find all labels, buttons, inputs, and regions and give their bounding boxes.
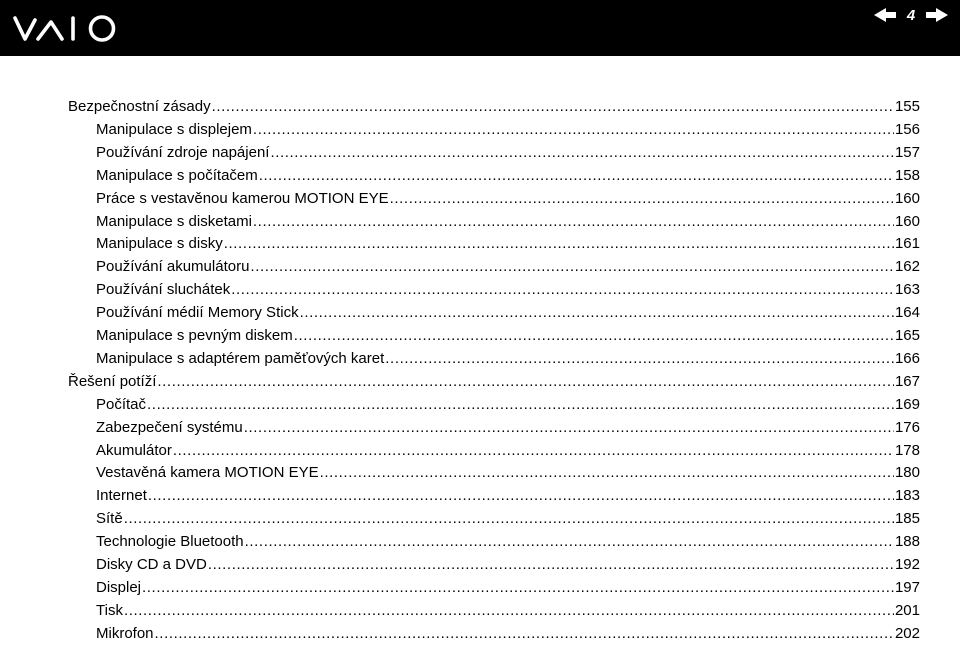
dot-leader xyxy=(157,371,894,393)
toc-entry-page: 197 xyxy=(894,578,920,596)
toc-entry[interactable] xyxy=(96,531,920,553)
dot-leader xyxy=(390,188,894,210)
toc-entry[interactable] xyxy=(96,440,920,462)
toc-entry-page: 160 xyxy=(894,212,920,230)
dot-leader xyxy=(147,394,894,416)
toc-entry[interactable] xyxy=(96,211,920,233)
toc-entry[interactable] xyxy=(96,508,920,530)
dot-leader xyxy=(294,325,894,347)
dot-leader xyxy=(250,256,894,278)
toc-entry[interactable] xyxy=(96,233,920,255)
toc-entry-title: Displej xyxy=(96,578,142,596)
dot-leader xyxy=(244,417,894,439)
toc-entry-title: Počítač xyxy=(96,395,147,413)
dot-leader xyxy=(124,600,894,622)
toc-entry-title: Technologie Bluetooth xyxy=(96,533,244,551)
toc-entry-page: 183 xyxy=(894,487,920,505)
toc-entry[interactable] xyxy=(96,188,920,210)
toc-entry[interactable] xyxy=(96,554,920,576)
toc-entry[interactable] xyxy=(96,348,920,370)
toc-entry[interactable] xyxy=(96,165,920,187)
toc-entry[interactable] xyxy=(96,119,920,141)
toc-entry[interactable] xyxy=(96,417,920,439)
dot-leader xyxy=(224,233,894,255)
dot-leader xyxy=(148,485,894,507)
toc-entry-title: Manipulace s displejem xyxy=(96,120,252,138)
toc-entry-title: Zabezpečení systému xyxy=(96,418,243,436)
toc-entry-page: 164 xyxy=(894,304,920,322)
toc-entry[interactable] xyxy=(68,371,920,393)
toc-entry-page: 169 xyxy=(894,395,920,413)
dot-leader xyxy=(300,302,894,324)
dot-leader xyxy=(259,165,894,187)
toc-entry-page: 163 xyxy=(894,281,920,299)
toc-entry-title: Používání akumulátoru xyxy=(96,258,250,276)
toc-entry[interactable] xyxy=(96,623,920,645)
toc-entry-title: Disky CD a DVD xyxy=(96,556,207,573)
toc-entry-page: 158 xyxy=(894,166,920,184)
toc-entry-title: Manipulace s disketami xyxy=(96,212,252,230)
toc-entry-title: Manipulace s adaptérem paměťových karet xyxy=(96,349,385,367)
page-number: 4 xyxy=(906,6,916,24)
dot-leader xyxy=(253,211,894,233)
toc-entry[interactable] xyxy=(96,600,920,622)
toc-entry-page: 188 xyxy=(894,533,920,551)
toc-entry-title: Vestavěná kamera MOTION EYE xyxy=(96,464,319,482)
toc-entry-title: Manipulace s pevným diskem xyxy=(96,327,293,344)
toc-entry-page: 156 xyxy=(894,120,920,138)
toc-entry-title: Manipulace s disky xyxy=(96,235,223,253)
toc-entry-page: 162 xyxy=(894,258,920,276)
toc-entry[interactable] xyxy=(96,394,920,416)
dot-leader xyxy=(173,440,894,462)
toc-entry-page: 176 xyxy=(894,418,920,436)
page-navigation xyxy=(874,2,948,28)
dot-leader xyxy=(385,348,894,370)
vaio-logo xyxy=(12,12,124,44)
header-bar xyxy=(0,0,960,56)
toc-entry-page: 201 xyxy=(894,601,920,619)
toc-entry-title: Akumulátor xyxy=(96,441,172,459)
toc-entry[interactable] xyxy=(96,256,920,278)
toc-entry-page: 180 xyxy=(894,464,920,482)
previous-page-arrow-icon[interactable] xyxy=(874,8,896,22)
toc-entry-page: 155 xyxy=(894,98,920,115)
next-page-arrow-icon[interactable] xyxy=(926,8,948,22)
toc-entry-page: 166 xyxy=(894,349,920,367)
toc-entry[interactable] xyxy=(96,142,920,164)
dot-leader xyxy=(320,462,894,484)
toc-entry-page: 165 xyxy=(894,327,920,344)
dot-leader xyxy=(208,554,894,576)
toc-entry[interactable] xyxy=(96,279,920,301)
toc-entry-page: 202 xyxy=(894,624,920,642)
toc-entry[interactable] xyxy=(68,96,920,118)
dot-leader xyxy=(212,96,894,118)
toc-entry-title: Mikrofon xyxy=(96,624,154,642)
toc-entry-page: 160 xyxy=(894,189,920,207)
toc-entry-page: 185 xyxy=(894,510,920,528)
toc-entry-page: 192 xyxy=(894,556,920,573)
toc-entry-page: 161 xyxy=(894,235,920,253)
toc-entry-title: Bezpečnostní zásady xyxy=(68,98,211,115)
toc-entry-title: Používání médií Memory Stick xyxy=(96,304,299,322)
toc-entry[interactable] xyxy=(96,485,920,507)
dot-leader xyxy=(253,119,894,141)
toc-entry-page: 178 xyxy=(894,441,920,459)
dot-leader xyxy=(245,531,894,553)
toc-entry-title: Řešení potíží xyxy=(68,372,157,390)
dot-leader xyxy=(231,279,894,301)
dot-leader xyxy=(155,623,894,645)
toc-entry[interactable] xyxy=(96,302,920,324)
toc-entry[interactable] xyxy=(96,462,920,484)
toc-entry-title: Sítě xyxy=(96,510,123,528)
toc-entry-title: Používání zdroje napájení xyxy=(96,143,270,161)
toc-entry[interactable] xyxy=(96,325,920,347)
dot-leader xyxy=(270,142,894,164)
toc-entry-title: Práce s vestavěnou kamerou MOTION EYE xyxy=(96,189,389,207)
toc-entry-page: 157 xyxy=(894,143,920,161)
toc-entry-title: Tisk xyxy=(96,601,123,619)
dot-leader xyxy=(142,577,894,599)
toc-entry-title: Používání sluchátek xyxy=(96,281,231,299)
dot-leader xyxy=(124,508,894,530)
toc-entry[interactable] xyxy=(96,577,920,599)
toc-entry-title: Internet xyxy=(96,487,147,505)
toc-entry-page: 167 xyxy=(894,372,920,390)
toc-entry-title: Manipulace s počítačem xyxy=(96,166,258,184)
